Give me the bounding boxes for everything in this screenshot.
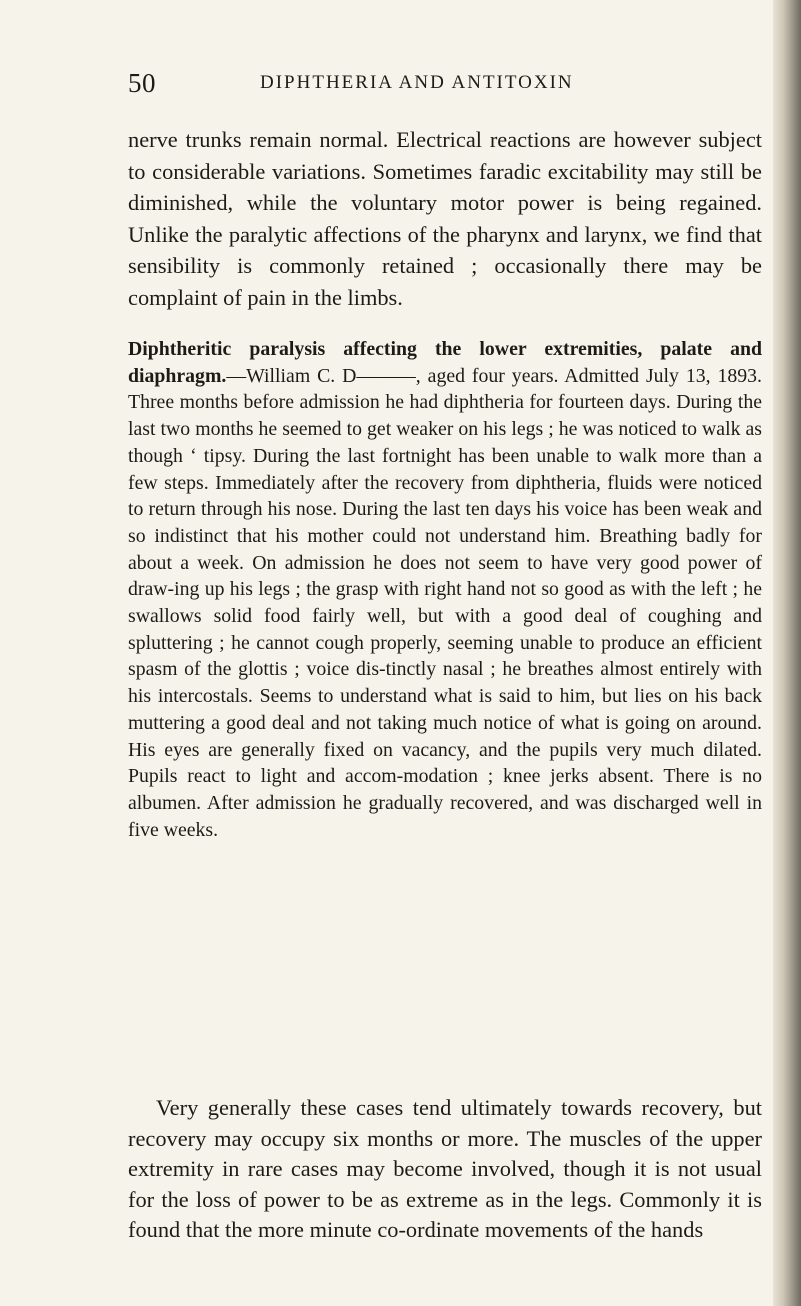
page-header — [128, 68, 758, 104]
paragraph-recovery: Very generally these cases tend ultimately towards recovery, but recovery may occupy six months or more. The muscles of the upper extremity in rare cases may become involved, though it is not usual for the loss of power to be as extreme as in the legs. Commonly it is found that the more minute co-ordinate movements of the hands — [128, 1095, 762, 1243]
case-report-paragraph — [128, 336, 762, 843]
page-edge-shadow — [773, 0, 801, 1306]
case-report-body: —William C. D———, aged four years. Admitted July 13, 1893. Three months before admission he had diphtheria for fourteen days. During the last two months he seemed to get weaker on his legs ; he was noticed to walk as though ‘ tipsy. During the last fortnight has been unable to walk more than a few steps. Immediately after the recovery from diphtheria, fluids were noticed to return through his nose. During the last ten days his voice has been weak and so indistinct that his mother could not understand him. Breathing badly for about a week. On admission he does not seem to have very good power of draw-ing up his legs ; the grasp with right hand not so good as with the left ; he swallows solid food fairly well, but with a good deal of coughing and spluttering ; he cannot cough properly, seeming unable to produce an efficient spasm of the glottis ; voice dis-tinctly nasal ; he breathes almost entirely with his intercostals. Seems to understand what is said to him, but lies on his back muttering a good deal and not taking much notice of what is going on around. His eyes are generally fixed on vacancy, and the pupils very much dilated. Pupils react to light and accom-modation ; knee jerks absent. There is no albumen. After admission he gradually recovered, and was discharged well in five weeks. — [128, 364, 762, 841]
page-number: 50 — [128, 68, 156, 98]
paragraph-nerve-trunks: nerve trunks remain normal. Electrical reactions are however subject to considerable variations. Sometimes faradic excitability may still be diminished, while the voluntary motor power is being regained. Unlike the paralytic affections of the pharynx and larynx, we find that sensibility is commonly retained ; occasionally there may be complaint of pain in the limbs. — [128, 127, 762, 310]
running-head: DIPHTHERIA AND ANTITOXIN — [260, 72, 574, 93]
case-report-heading: Diphtheritic paralysis affecting the lower extremities, palate and diaphragm. — [128, 338, 762, 387]
